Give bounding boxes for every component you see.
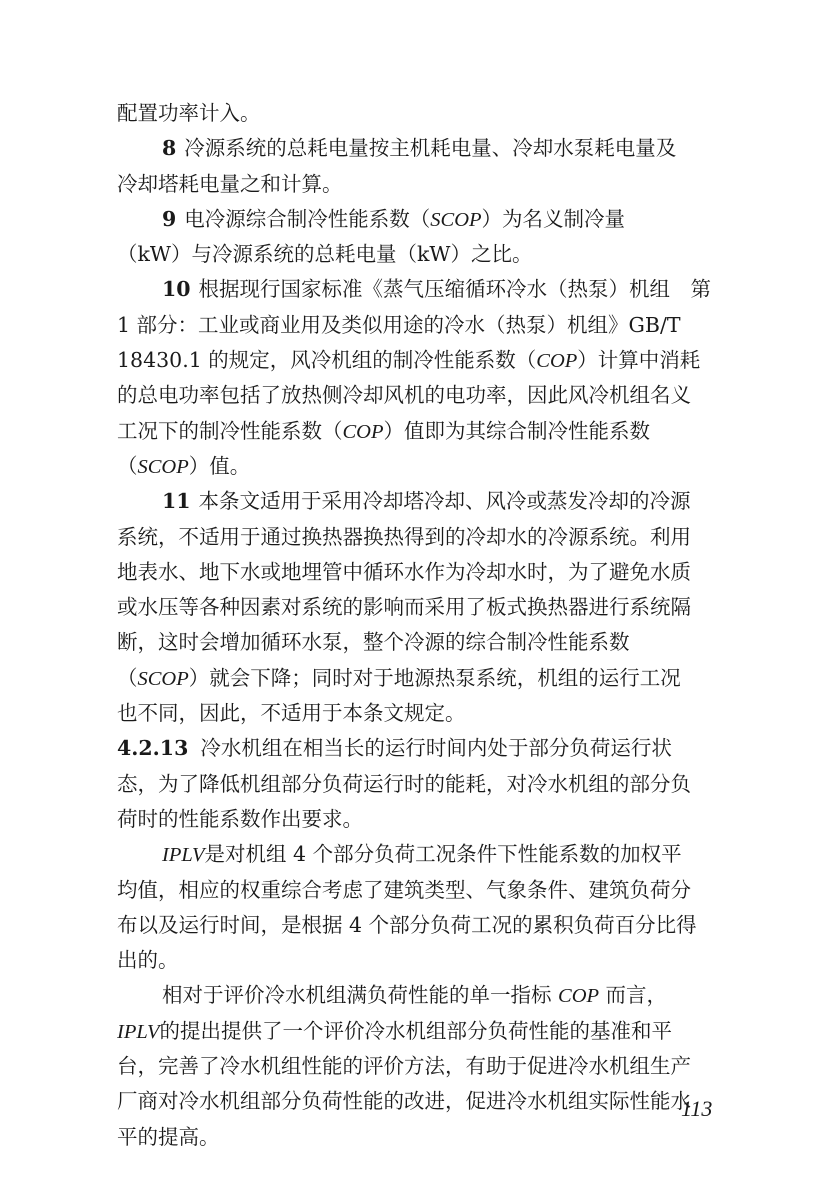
item-number: 10 <box>162 277 191 302</box>
term-scop: SCOP <box>137 667 189 690</box>
text-line <box>117 590 729 625</box>
text-span: 本条文适用于采用冷却塔冷却、风冷或蒸发冷却的冷源 <box>198 489 691 514</box>
clause-number: 4.2.13 <box>117 736 189 761</box>
text-line <box>117 237 729 272</box>
text-line <box>117 1120 729 1155</box>
paragraph-relative <box>117 978 729 1013</box>
text-span: 的总电功率包括了放热侧冷却风机的电功率，因此风冷机组名义 <box>117 383 691 408</box>
page-number: 113 <box>681 1096 713 1121</box>
text-line <box>117 378 729 413</box>
text-span: 工况下的制冷性能系数（ <box>117 418 343 443</box>
item-number: 11 <box>162 489 191 514</box>
item-number: 9 <box>162 206 177 231</box>
item-number: 8 <box>162 136 177 161</box>
text-span: 的提出提供了一个评价冷水机组部分负荷性能的基准和平 <box>159 1018 673 1043</box>
text-line <box>117 1014 729 1049</box>
text-span: 配置功率计入。 <box>117 101 261 125</box>
text-span: 台，完善了冷水机组性能的评价方法，有助于促进冷水机组生产 <box>117 1054 691 1079</box>
text-span: 地表水、地下水或地埋管中循环水作为冷却水时，为了避免水质 <box>117 559 691 584</box>
text-line <box>117 943 729 978</box>
text-line <box>117 449 729 484</box>
text-span: 冷水机组在相当长的运行时间内处于部分负荷运行状 <box>200 736 672 761</box>
text-span: 布以及运行时间，是根据 4 个部分负荷工况的累积负荷百分比得 <box>117 912 697 937</box>
text-span: ）就会下降；同时对于地源热泵系统，机组的运行工况 <box>188 665 681 690</box>
text-line <box>117 308 729 343</box>
text-span: 也不同，因此，不适用于本条文规定。 <box>117 701 466 726</box>
text-span: 厂商对冷水机组部分负荷性能的改进，促进冷水机组实际性能水 <box>117 1089 691 1114</box>
text-span: 根据现行国家标准《蒸气压缩循环冷水（热泵）机组 第 <box>198 277 712 302</box>
text-span: 或水压等各种因素对系统的影响而采用了板式换热器进行系统隔 <box>117 595 691 620</box>
text-span: 相对于评价冷水机组满负荷性能的单一指标 <box>162 983 559 1008</box>
text-span: （kW）与冷源系统的总耗电量（kW）之比。 <box>117 242 533 267</box>
text-span: 冷源系统的总耗电量按主机耗电量、冷却水泵耗电量及 <box>184 136 677 161</box>
term-scop: SCOP <box>137 455 189 478</box>
text-line <box>117 873 729 908</box>
text-span: ）值。 <box>188 453 251 478</box>
text-line <box>117 555 729 590</box>
text-line <box>117 625 729 660</box>
text-line <box>117 802 729 837</box>
term-scop: SCOP <box>430 208 482 231</box>
text-span: （ <box>117 665 138 690</box>
text-span: 态，为了降低机组部分负荷运行时的能耗，对冷水机组的部分负 <box>117 771 691 796</box>
text-line <box>117 661 729 696</box>
text-line <box>117 908 729 943</box>
clause-4-2-13 <box>117 731 729 766</box>
text-line <box>117 1084 729 1119</box>
term-cop: COP <box>342 420 384 443</box>
text-line <box>117 696 729 731</box>
text-line <box>117 96 729 131</box>
term-iplv: IPLV <box>162 844 205 867</box>
text-line <box>117 343 729 378</box>
text-line <box>117 414 729 449</box>
text-line <box>117 520 729 555</box>
paragraph-8 <box>117 131 729 166</box>
text-span: 冷却塔耗电量之和计算。 <box>117 171 343 196</box>
paragraph-iplv <box>117 837 729 872</box>
text-span: 出的。 <box>117 948 179 973</box>
paragraph-9 <box>117 202 729 237</box>
text-line <box>117 1049 729 1084</box>
text-span: 18430.1 的规定，风冷机组的制冷性能系数（ <box>117 348 537 373</box>
paragraph-10 <box>117 272 729 307</box>
text-span: （ <box>117 453 138 478</box>
text-span: ）计算中消耗 <box>577 348 701 373</box>
text-span: 而言， <box>599 983 668 1008</box>
text-line <box>117 167 729 202</box>
term-cop: COP <box>536 350 578 373</box>
paragraph-11 <box>117 484 729 519</box>
text-span: ）为名义制冷量 <box>481 206 626 231</box>
text-span: 均值，相应的权重综合考虑了建筑类型、气象条件、建筑负荷分 <box>117 877 691 902</box>
body-text <box>117 96 729 1155</box>
text-line <box>117 767 729 802</box>
text-span: 平的提高。 <box>117 1124 220 1149</box>
text-span: 是对机组 4 个部分负荷工况条件下性能系数的加权平 <box>204 842 682 867</box>
text-span: 断，这时会增加循环水泵，整个冷源的综合制冷性能系数 <box>117 630 630 655</box>
text-span: 荷时的性能系数作出要求。 <box>117 806 363 831</box>
text-span: 1 部分：工业或商业用及类似用途的冷水（热泵）机组》GB/T <box>117 312 681 337</box>
term-cop: COP <box>558 985 600 1008</box>
text-span: 系统，不适用于通过换热器换热得到的冷却水的冷源系统。利用 <box>117 524 691 549</box>
text-span: 电冷源综合制冷性能系数（ <box>184 206 431 231</box>
text-span: ）值即为其综合制冷性能系数 <box>383 418 650 443</box>
term-iplv: IPLV <box>117 1020 160 1043</box>
